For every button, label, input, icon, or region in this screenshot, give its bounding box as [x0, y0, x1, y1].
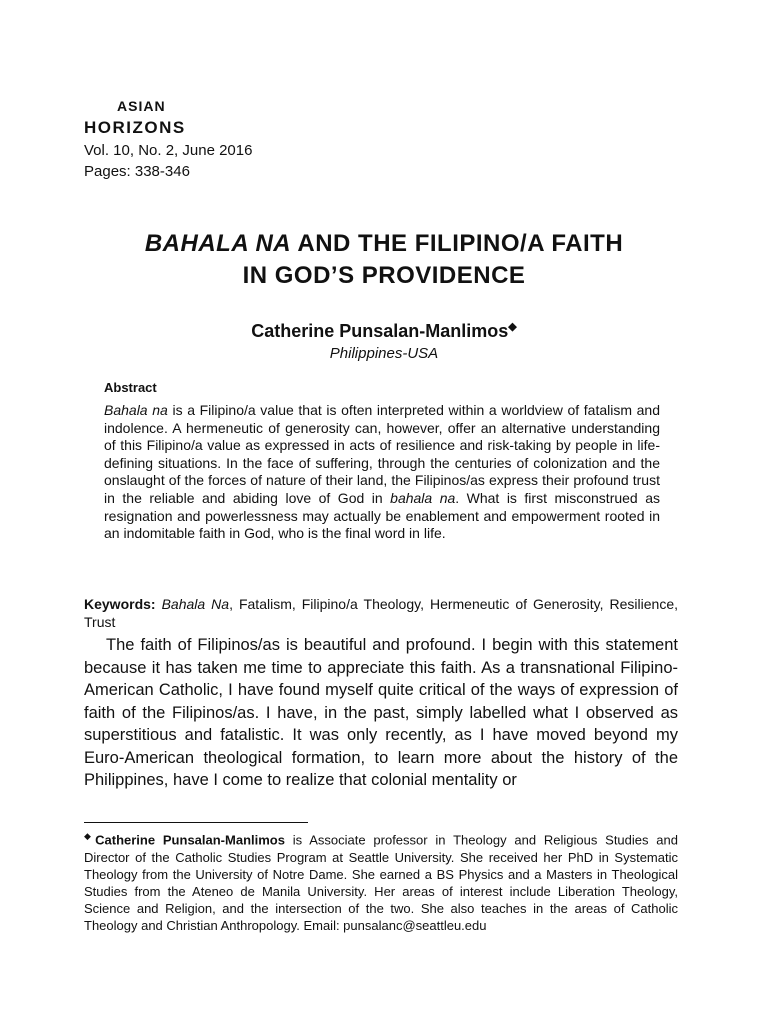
body-paragraph: The faith of Filipinos/as is beautiful and profound. I begin with this statement because it has taken me time to appreciate this faith. As a transnational Filipino-American Catholic, I have found myself quite critical of the ways of expression of faith of the Filipinos/as. I have, in the past, simply labelled what I observed as superstitious and fatalistic. It was only recently, as I have moved beyond my Euro-American theological formation, to learn more about the history of the Philippines, have I come to realize that colonial mentality or [84, 636, 678, 789]
journal-series: ASIAN [117, 98, 166, 114]
journal-volume: Vol. 10, No. 2, June 2016 [84, 142, 253, 159]
abstract-part-1: is a Filipino/a value that is often interpreted within a worldview of fatalism and indolence. A hermeneutic of generosity can, however, offer an alternative understanding of this Filipino/a value as expressed in acts of resilience and risk-taking by people in life-defining situations. In the face of suffering, through the centuries of colonization and the onslaught of the forces of nature of their land, the Filipinos/as express their profound trust in the reliable and abiding love of God in [104, 402, 660, 506]
author-name: Catherine Punsalan-Manlimos [251, 321, 509, 341]
journal-name: HORIZONS [84, 118, 186, 137]
article-title [60, 228, 708, 292]
footnote-rule [84, 822, 308, 823]
footnote [84, 828, 678, 935]
journal-header [84, 96, 252, 182]
title-line-1 [60, 228, 708, 260]
footnote-text: is Associate professor in Theology and Religious Studies and Director of the Catholic Studies Program at Seattle University. She received her PhD in Systematic Theology from the University of Notre Dame. She earned a BS Physics and a Masters in Theological Studies from the Ateneo de Manila University. Her areas of interest include Liberation Theology, Science and Religion, and the intersection of the two. She also teaches in the areas of Catholic Theology and Christian Anthropology. Email: punsalanc@seattleu.edu [84, 832, 678, 934]
keywords [84, 596, 678, 631]
abstract [104, 378, 660, 543]
abstract-text [104, 402, 660, 543]
footnote-mark-bottom: ◆ [84, 831, 96, 841]
abstract-part-2: . What is first misconstrued as resignation and powerlessness may actually be enablement and empowerment rooted in an indomitable faith in God, who is the final word in life. [104, 489, 660, 542]
keywords-label: Keywords: [84, 596, 156, 612]
abstract-heading: Abstract [104, 380, 157, 395]
keywords-rest: , Fatalism, Filipino/a Theology, Hermeneutic of Generosity, Resilience, Trust [84, 596, 679, 630]
title-italic: BAHALA NA [144, 230, 292, 257]
footnote-mark: ◆ [508, 321, 517, 333]
abstract-lead: Bahala na [104, 402, 168, 418]
title-rest: AND THE FILIPINO/A FAITH [291, 230, 624, 257]
journal-pages: Pages: 338-346 [84, 163, 190, 180]
body-text [84, 634, 678, 792]
title-line-2: IN GOD’S PROVIDENCE [242, 262, 526, 289]
author-affiliation: Philippines-USA [329, 345, 439, 362]
author-line [60, 314, 708, 344]
keyword-first: Bahala Na [161, 596, 230, 612]
author-block [60, 314, 708, 364]
footnote-author: Catherine Punsalan-Manlimos [95, 832, 285, 848]
abstract-mid: bahala na [390, 489, 456, 506]
